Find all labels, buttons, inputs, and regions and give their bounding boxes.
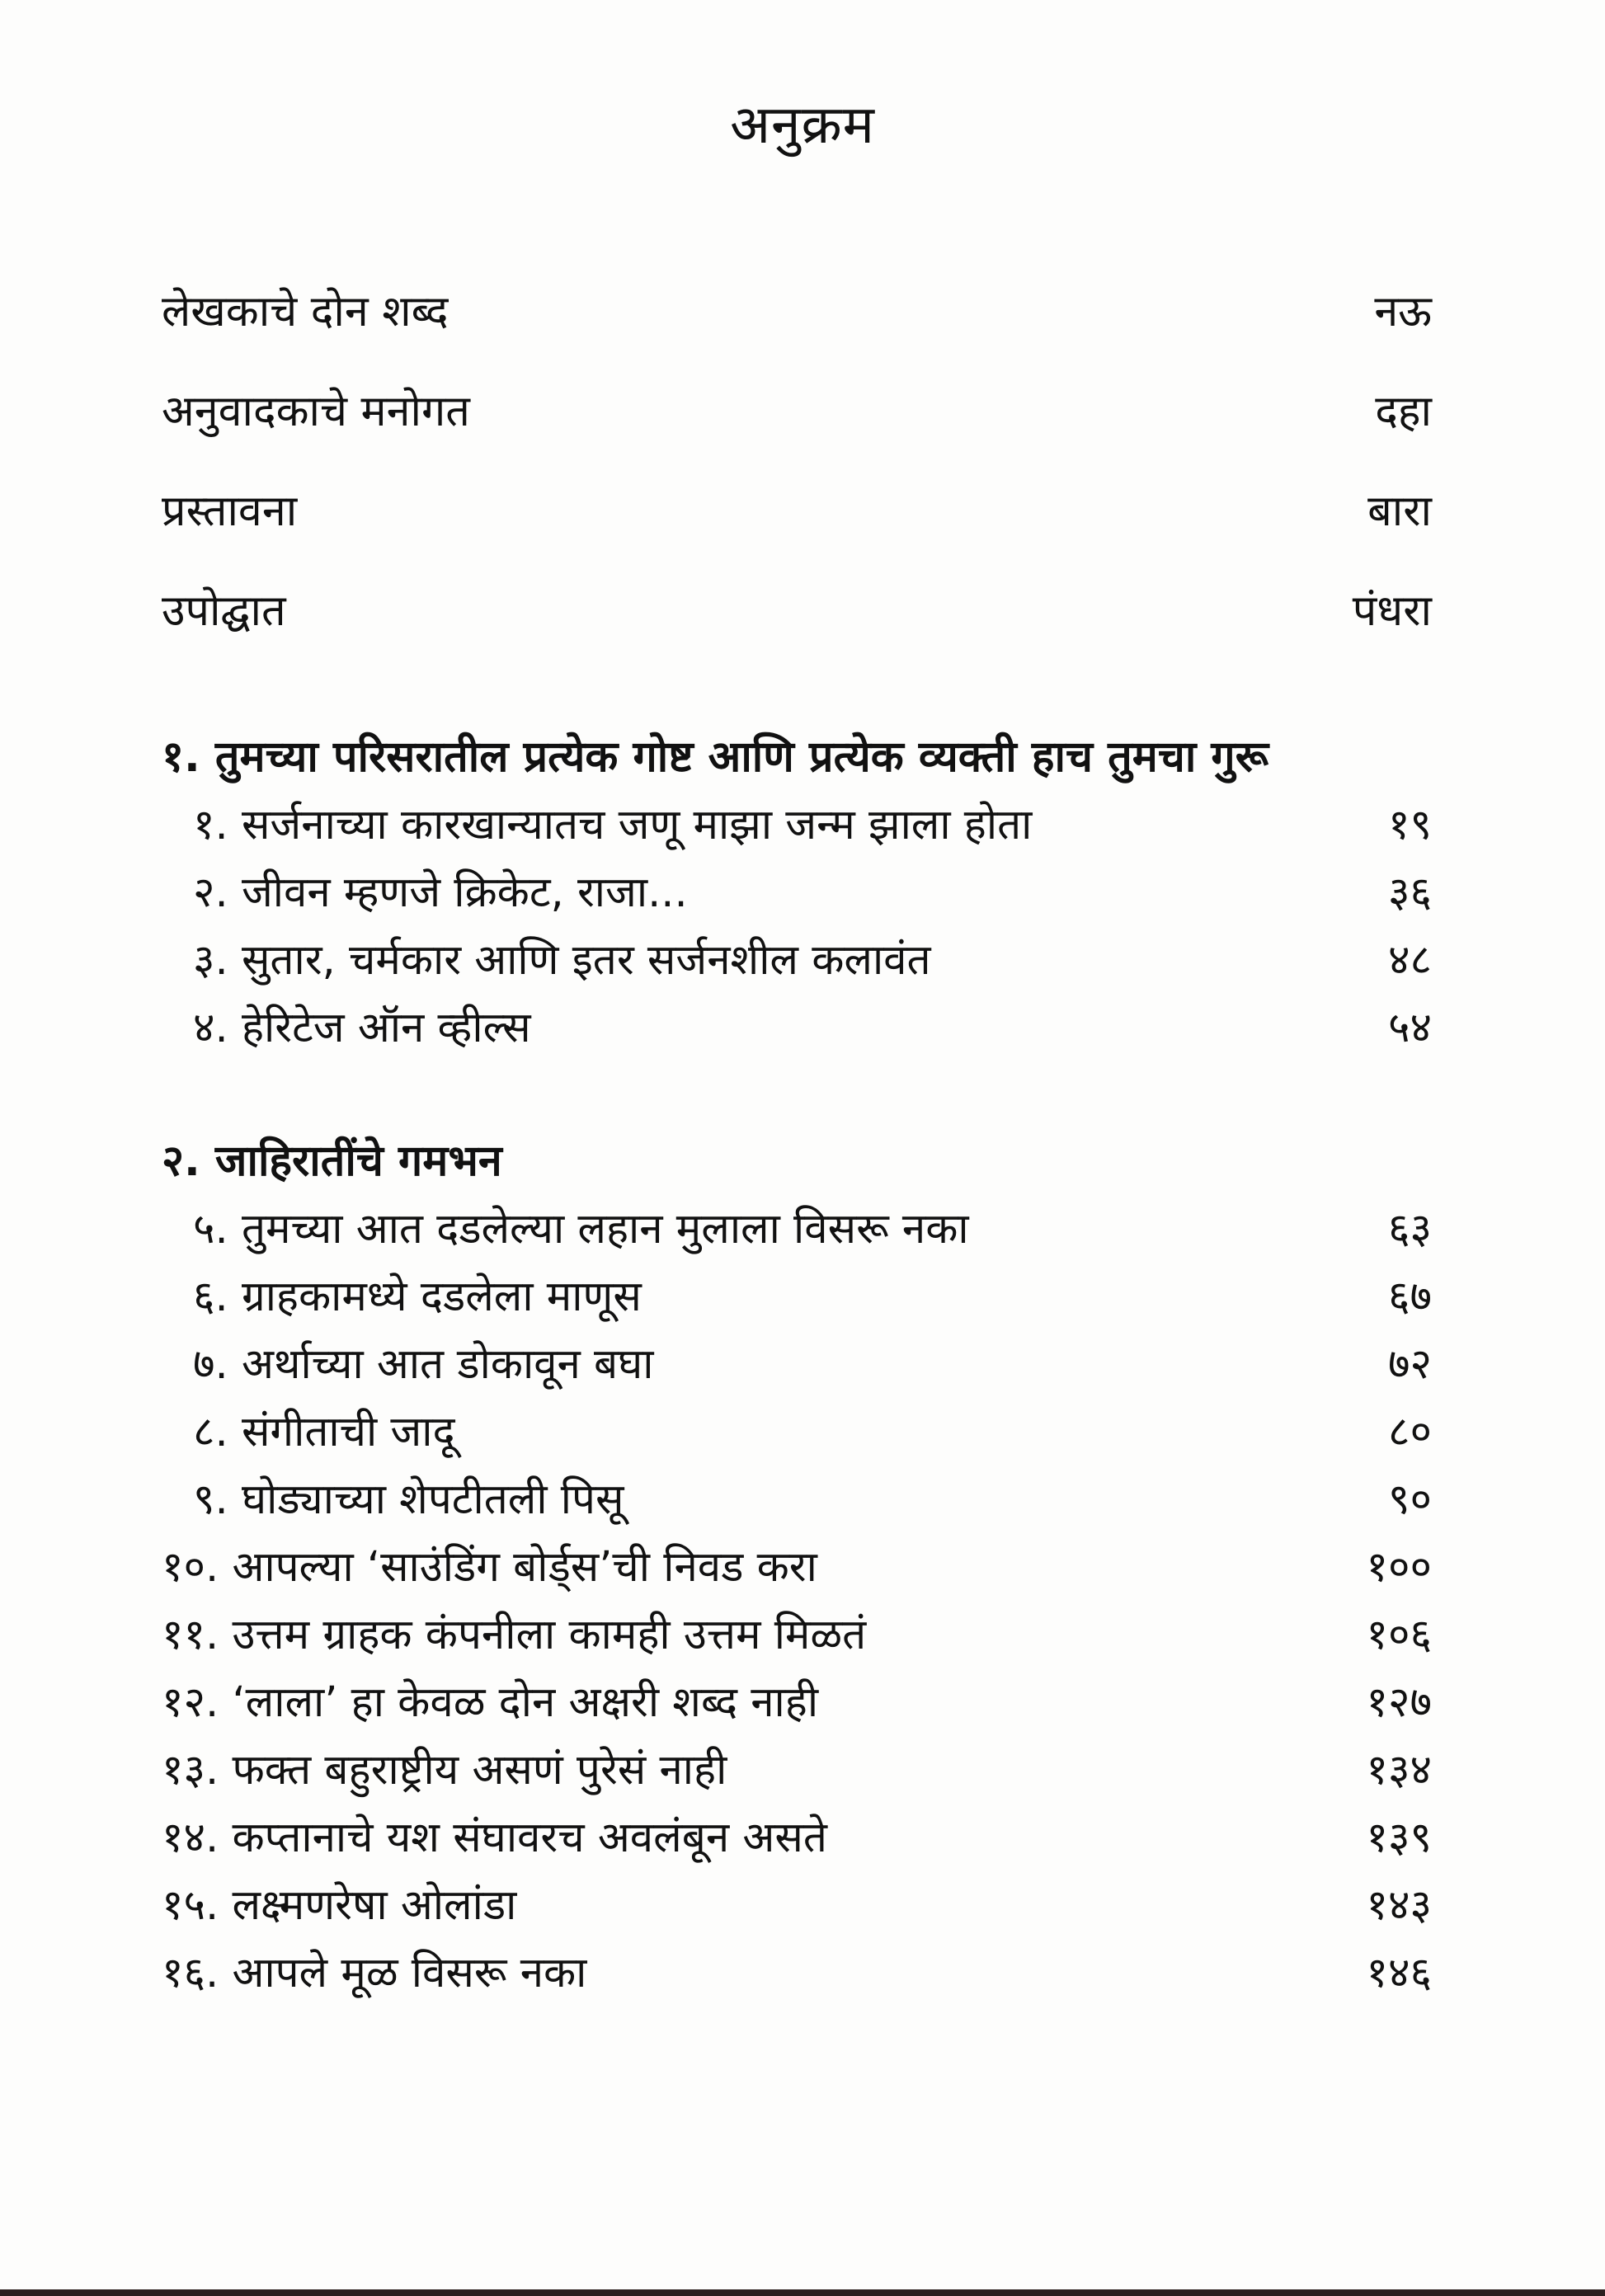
chapter-label: १६. आपले मूळ विसरू नका <box>162 1949 587 1997</box>
chapter-item <box>162 1603 1432 1671</box>
chapter-item <box>162 1333 1432 1400</box>
front-matter-label: अनुवादकाचे मनोगत <box>162 387 470 436</box>
front-matter-label: लेखकाचे दोन शब्द <box>162 287 449 336</box>
chapter-item <box>162 861 1432 929</box>
chapter-page: १३४ <box>1366 1746 1432 1795</box>
page-title: अनुक्रम <box>730 95 875 156</box>
part-heading: २. जाहिरातींचे गमभन <box>162 1136 502 1186</box>
part-section-1 <box>162 726 1432 1064</box>
chapter-item <box>162 1874 1432 1941</box>
front-matter-item <box>162 380 1432 480</box>
chapter-list <box>162 1197 1432 2009</box>
front-matter-page: पंधरा <box>1352 586 1432 636</box>
part-section-2 <box>162 1130 1432 2009</box>
chapter-label: १०. आपल्या ‘साउंडिंग बोर्ड्स’ची निवड करा <box>162 1543 817 1592</box>
chapter-item <box>162 793 1432 861</box>
chapter-page: ६३ <box>1387 1205 1432 1254</box>
chapter-list <box>162 793 1432 1064</box>
front-matter-page: दहा <box>1375 387 1432 436</box>
part-heading: १. तुमच्या परिसरातील प्रत्येक गोष्ट आणि प्रत्येक व्यक्ती हाच तुमचा गुरू <box>162 732 1269 782</box>
chapter-page: ८० <box>1387 1408 1432 1456</box>
front-matter-item <box>162 580 1432 680</box>
page-bottom-edge <box>0 2289 1605 2296</box>
chapter-item <box>162 1806 1432 1874</box>
front-matter-page: बारा <box>1367 487 1432 536</box>
front-matter-list <box>162 280 1432 680</box>
front-matter-label: उपोद्घात <box>162 586 286 636</box>
chapter-label: ६. ग्राहकामध्ये दडलेला माणूस <box>193 1273 642 1321</box>
chapter-label: ५. तुमच्या आत दडलेल्या लहान मुलाला विसरू नका <box>193 1205 969 1254</box>
chapter-page: १०० <box>1366 1543 1432 1592</box>
chapter-item <box>162 996 1432 1064</box>
chapter-label: ४. हेरिटेज ऑन व्हील्स <box>193 1004 531 1052</box>
chapter-page: ९० <box>1387 1475 1432 1524</box>
front-matter-item <box>162 280 1432 380</box>
chapter-page: ३६ <box>1387 868 1432 917</box>
chapter-label: १२. ‘लाला’ हा केवळ दोन अक्षरी शब्द नाही <box>162 1678 819 1727</box>
chapter-item <box>162 1941 1432 2009</box>
chapter-label: १३. फक्त बहुराष्ट्रीय असणं पुरेसं नाही <box>162 1746 727 1795</box>
chapter-page: १४३ <box>1366 1881 1432 1930</box>
chapter-label: २. जीवन म्हणजे क्रिकेट, राजा... <box>193 868 688 917</box>
chapter-page: १३९ <box>1366 1814 1432 1862</box>
chapter-item <box>162 1468 1432 1536</box>
chapter-item <box>162 1400 1432 1468</box>
chapter-label: ७. अर्थाच्या आत डोकावून बघा <box>193 1340 654 1389</box>
front-matter-page: नऊ <box>1374 287 1432 336</box>
chapter-label: १. सर्जनाच्या कारखान्यातच जणू माझा जन्म झाला होता <box>193 801 1033 849</box>
chapter-item <box>162 1671 1432 1738</box>
chapter-page: ४८ <box>1387 936 1432 985</box>
chapter-page: १२७ <box>1366 1678 1432 1727</box>
chapter-item <box>162 1265 1432 1333</box>
chapter-item <box>162 1738 1432 1806</box>
chapter-label: ९. घोड्याच्या शेपटीतली पिसू <box>193 1475 624 1524</box>
chapter-page: १९ <box>1387 801 1432 849</box>
chapter-label: ११. उत्तम ग्राहक कंपनीला कामही उत्तम मिळतं <box>162 1611 867 1659</box>
chapter-label: १५. लक्ष्मणरेषा ओलांडा <box>162 1881 517 1930</box>
front-matter-item <box>162 480 1432 580</box>
chapter-label: १४. कप्तानाचे यश संघावरच अवलंबून असते <box>162 1814 827 1862</box>
chapter-page: ७२ <box>1387 1340 1432 1389</box>
chapter-page: ५४ <box>1387 1004 1432 1052</box>
chapter-item <box>162 929 1432 996</box>
front-matter-label: प्रस्तावना <box>162 487 298 536</box>
chapter-label: ८. संगीताची जादू <box>193 1408 455 1456</box>
chapter-page: १०६ <box>1366 1611 1432 1659</box>
chapter-item <box>162 1536 1432 1603</box>
chapter-page: १४६ <box>1366 1949 1432 1997</box>
chapter-page: ६७ <box>1387 1273 1432 1321</box>
chapter-label: ३. सुतार, चर्मकार आणि इतर सर्जनशील कलावंत <box>193 936 931 985</box>
chapter-item <box>162 1197 1432 1265</box>
